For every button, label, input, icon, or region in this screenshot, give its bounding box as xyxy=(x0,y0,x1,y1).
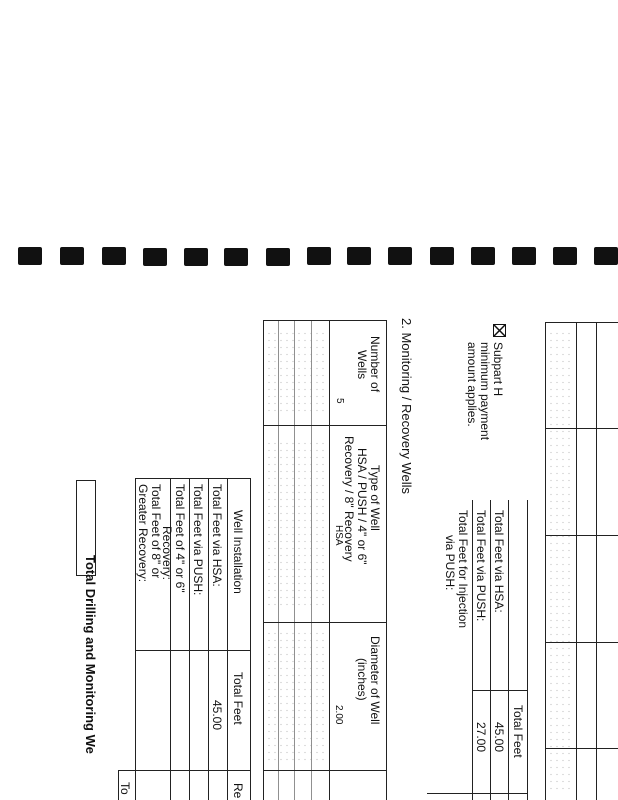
check-icon xyxy=(494,325,505,336)
install-recovery46-label-1: Total Feet of 4" or 6" xyxy=(173,484,187,593)
binder-hole xyxy=(347,247,371,265)
top-push-value: 27.00 xyxy=(474,722,488,753)
binder-hole xyxy=(512,247,536,265)
subpart-h-line-1: Subpart H xyxy=(491,342,505,397)
binder-hole xyxy=(224,248,248,266)
binder-hole xyxy=(430,247,454,265)
col-diameter-2: (inches) xyxy=(355,658,369,701)
col-type-1: Type of Well xyxy=(368,465,382,531)
install-header-total-feet: Total Feet xyxy=(231,672,245,725)
binder-hole xyxy=(471,247,495,265)
binder-hole xyxy=(60,247,84,265)
subpart-h-checkbox[interactable] xyxy=(493,324,506,337)
top-push-label: Total Feet via PUSH: xyxy=(474,510,488,622)
install-header-partial: Re xyxy=(231,783,245,799)
col-number-of-wells-2: Wells xyxy=(355,350,369,380)
binder-hole xyxy=(388,247,412,265)
subpart-h-line-3: amount applies. xyxy=(465,342,479,427)
section-title: 2. Monitoring / Recovery Wells xyxy=(399,318,414,495)
binder-hole xyxy=(594,247,618,265)
binder-hole xyxy=(553,247,577,265)
install-push-label: Total Feet via PUSH: xyxy=(191,484,205,596)
binder-hole xyxy=(307,247,331,265)
row-number-value: 5 xyxy=(334,398,345,404)
col-type-3: Recovery / 8" Recovery xyxy=(342,436,356,562)
install-footer-partial: To xyxy=(118,782,132,795)
row-type-value: HSA xyxy=(333,525,344,546)
binder-hole xyxy=(102,247,126,265)
install-recovery46-label-2: Recovery: xyxy=(160,526,174,581)
top-hsa-value: 45.00 xyxy=(492,722,506,753)
top-total-feet-header: Total Feet xyxy=(511,705,525,758)
install-hsa-value: 45.00 xyxy=(210,700,224,731)
col-number-of-wells-1: Number of xyxy=(368,336,382,393)
top-injection-label-1: Total Feet for Injection xyxy=(456,510,470,629)
top-injection-label-2: via PUSH: xyxy=(443,535,457,591)
binder-hole xyxy=(18,247,42,265)
binder-hole xyxy=(143,248,167,266)
col-type-2: HSA / PUSH / 4" or 6" xyxy=(355,448,369,565)
install-recovery8-label-2: Greater Recovery: xyxy=(136,484,150,583)
col-diameter-1: Diameter of Well xyxy=(368,636,382,725)
install-hsa-label: Total Feet via HSA: xyxy=(210,484,224,587)
binder-hole xyxy=(266,248,290,266)
subpart-h-line-2: minimum payment xyxy=(478,342,492,441)
summary-title: Total Drilling and Monitoring We xyxy=(83,555,98,754)
binder-hole xyxy=(184,248,208,266)
install-recovery8-label-1: Total Feet of 8" or xyxy=(149,484,163,579)
top-hsa-label: Total Feet via HSA: xyxy=(492,510,506,613)
install-header-label: Well Installation xyxy=(231,510,245,594)
row-diameter-value: 2.00 xyxy=(333,705,344,725)
